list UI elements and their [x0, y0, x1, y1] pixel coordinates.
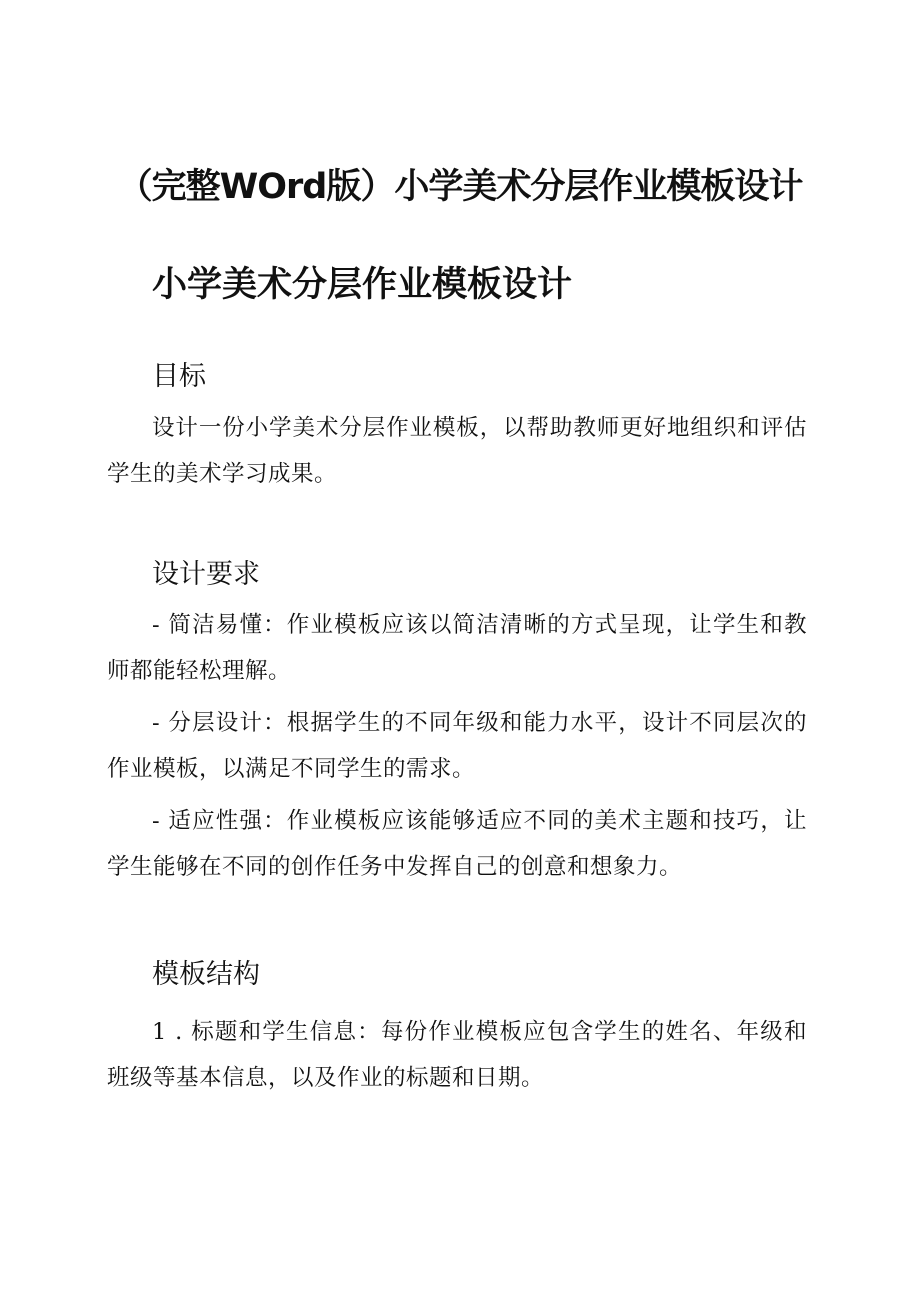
section-heading-requirements: 设计要求 — [152, 559, 260, 590]
requirement-simple-paragraph: - 简洁易懂：作业模板应该以简洁清晰的方式呈现，让学生和教师都能轻松理解。 — [107, 612, 807, 684]
goal-paragraph: 设计一份小学美术分层作业模板，以帮助教师更好地组织和评估学生的美术学习成果。 — [107, 415, 807, 487]
section-heading-structure: 模板结构 — [152, 959, 260, 990]
requirement-adaptive-paragraph: - 适应性强：作业模板应该能够适应不同的美术主题和技巧，让学生能够在不同的创作任务中发挥自己的创意和想象力。 — [107, 808, 807, 880]
document-title: （完整WOrd版）小学美术分层作业模板设计 — [117, 167, 803, 207]
section-heading-goal: 目标 — [152, 361, 206, 392]
requirement-layered-paragraph: - 分层设计：根据学生的不同年级和能力水平，设计不同层次的作业模板，以满足不同学生的需求。 — [107, 710, 807, 782]
structure-item-1-paragraph: 1 . 标题和学生信息：每份作业模板应包含学生的姓名、年级和班级等基本信息，以及作业的标题和日期。 — [107, 1019, 807, 1091]
document-subtitle: 小学美术分层作业模板设计 — [152, 265, 573, 305]
